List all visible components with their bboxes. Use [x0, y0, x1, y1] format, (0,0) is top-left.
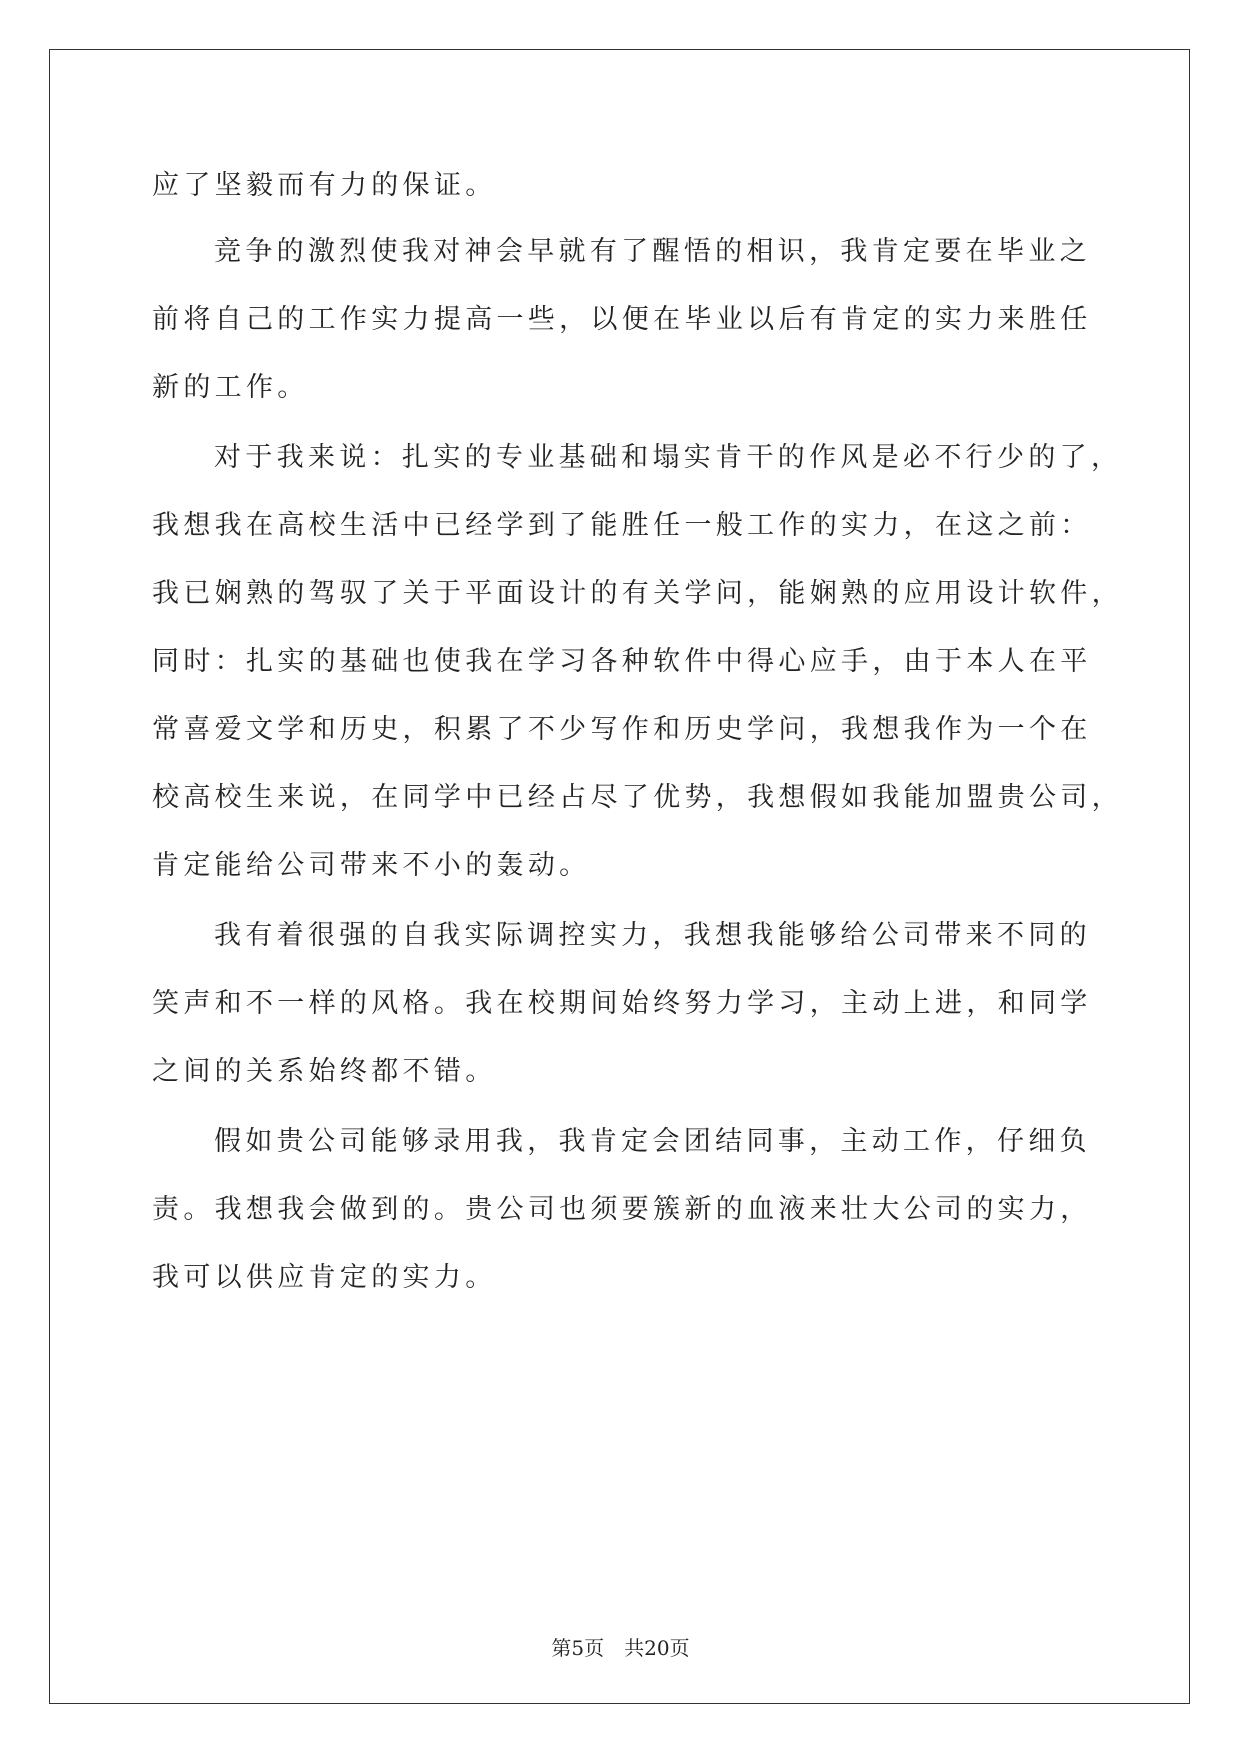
text-line: 我可以供应肯定的实力。 [152, 1262, 497, 1293]
text-line: 我已娴熟的驾驭了关于平面设计的有关学问，能娴熟的应用设计软件， [152, 578, 1123, 609]
text-line: 肯定能给公司带来不小的轰动。 [152, 850, 591, 881]
text-line: 假如贵公司能够录用我，我肯定会团结同事，主动工作，仔细负 [214, 1126, 1091, 1157]
text-line: 责。我想我会做到的。贵公司也须要簇新的血液来壮大公司的实力， [152, 1194, 1092, 1225]
text-line: 应了坚毅而有力的保证。 [152, 170, 497, 201]
text-line: 我想我在高校生活中已经学到了能胜任一般工作的实力，在这之前： [152, 510, 1092, 541]
text-line: 对于我来说：扎实的专业基础和塌实肯干的作风是必不行少的了， [214, 442, 1123, 473]
text-line: 之间的关系始终都不错。 [152, 1056, 497, 1087]
page-number: 第5页 共20页 [551, 1636, 690, 1660]
page-footer [0, 1632, 1241, 1661]
text-line: 竞争的激烈使我对神会早就有了醒悟的相识，我肯定要在毕业之 [214, 236, 1091, 267]
text-line: 我有着很强的自我实际调控实力，我想我能够给公司带来不同的 [214, 920, 1091, 951]
text-line: 校高校生来说，在同学中已经占尽了优势，我想假如我能加盟贵公司， [152, 782, 1123, 813]
text-line: 同时：扎实的基础也使我在学习各种软件中得心应手，由于本人在平 [152, 646, 1092, 677]
text-line: 笑声和不一样的风格。我在校期间始终努力学习，主动上进，和同学 [152, 988, 1092, 1019]
text-line: 常喜爱文学和历史，积累了不少写作和历史学问，我想我作为一个在 [152, 714, 1092, 745]
text-line: 新的工作。 [152, 372, 309, 403]
text-line: 前将自己的工作实力提高一些，以便在毕业以后有肯定的实力来胜任 [152, 304, 1092, 335]
